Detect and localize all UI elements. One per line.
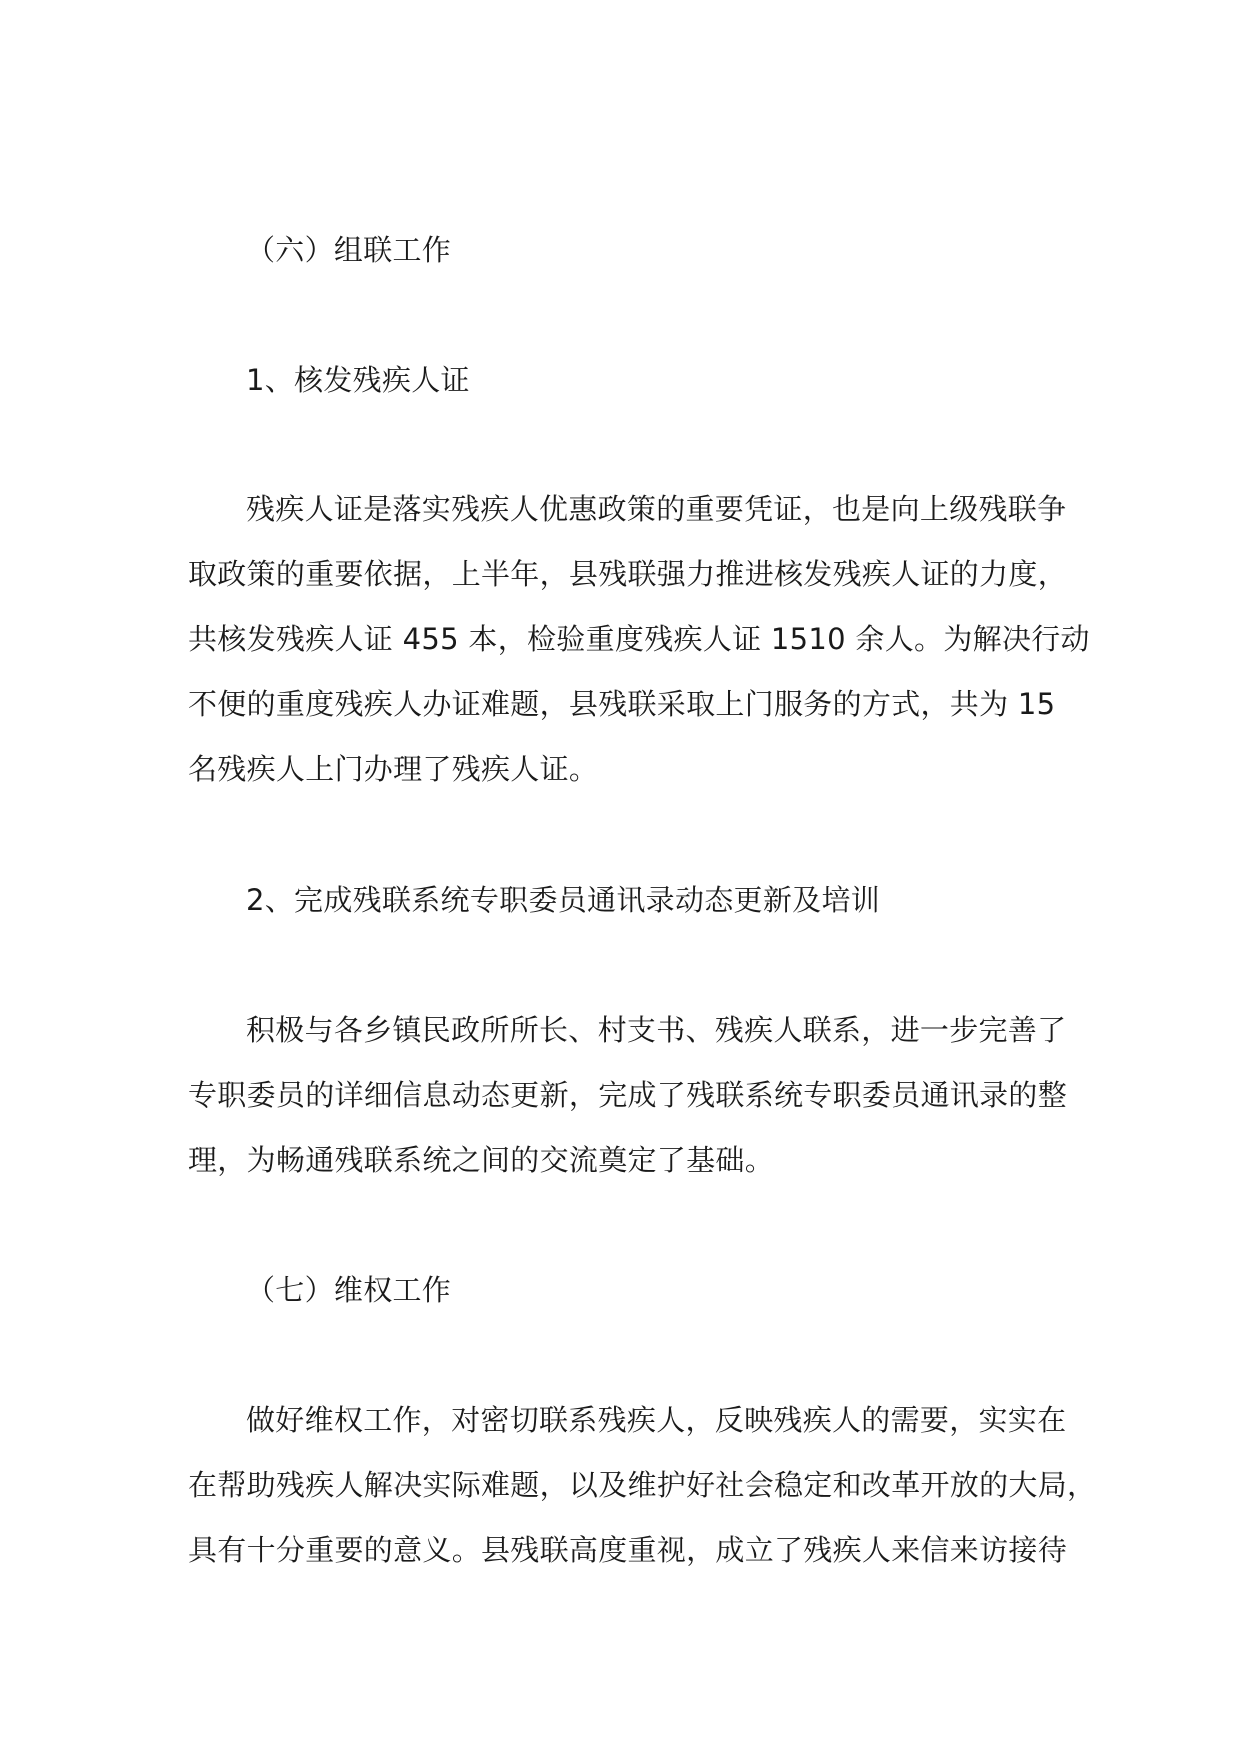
paragraph-2-line-1: 积极与各乡镇民政所所长、村支书、残疾人联系，进一步完善了	[246, 1013, 1067, 1047]
paragraph-1-line-3: 共核发残疾人证 455 本，检验重度残疾人证 1510 余人。为解决行动	[188, 622, 1090, 656]
section-heading-6: （六）组联工作	[246, 233, 452, 267]
paragraph-3-line-1: 做好维权工作，对密切联系残疾人，反映残疾人的需要，实实在	[246, 1403, 1067, 1437]
item-2-title: 2、完成残联系统专职委员通讯录动态更新及培训	[246, 883, 881, 917]
item-1-title: 1、核发残疾人证	[246, 363, 470, 397]
paragraph-1-line-1: 残疾人证是落实残疾人优惠政策的重要凭证，也是向上级残联争	[246, 492, 1067, 526]
section-heading-7: （七）维权工作	[246, 1273, 452, 1307]
paragraph-1-line-2: 取政策的重要依据，上半年，县残联强力推进核发残疾人证的力度，	[188, 557, 1068, 591]
paragraph-3-line-3: 具有十分重要的意义。县残联高度重视，成立了残疾人来信来访接待	[188, 1533, 1068, 1567]
paragraph-1-line-4: 不便的重度残疾人办证难题，县残联采取上门服务的方式，共为 15	[188, 687, 1056, 721]
paragraph-2-line-3: 理，为畅通残联系统之间的交流奠定了基础。	[188, 1143, 775, 1177]
paragraph-2-line-2: 专职委员的详细信息动态更新，完成了残联系统专职委员通讯录的整	[188, 1078, 1068, 1112]
paragraph-1-line-5: 名残疾人上门办理了残疾人证。	[188, 752, 599, 786]
paragraph-3-line-2: 在帮助残疾人解决实际难题，以及维护好社会稳定和改革开放的大局，	[188, 1468, 1097, 1502]
